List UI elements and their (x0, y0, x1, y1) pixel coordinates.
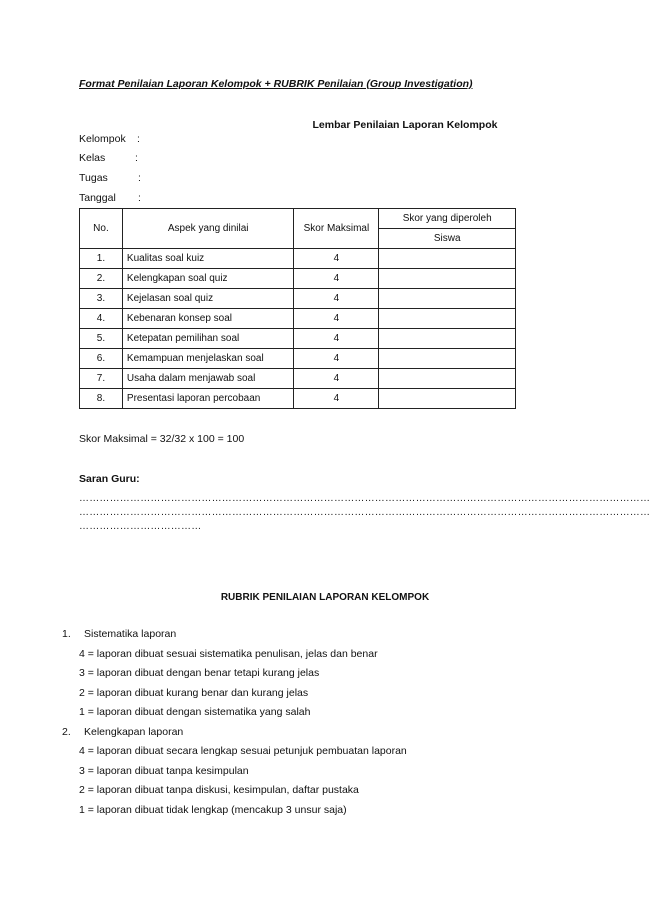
row-aspek: Presentasi laporan percobaan (122, 389, 294, 409)
row-skor-maksimal: 4 (294, 349, 379, 369)
field-kelas (79, 152, 138, 164)
table-row (80, 309, 516, 329)
document-title: Format Penilaian Laporan Kelompok + RUBRIK Penilaian (Group Investigation) (79, 78, 473, 90)
table-row (80, 329, 516, 349)
row-number: 6. (80, 349, 123, 369)
skor-maksimal-formula: Skor Maksimal = 32/32 x 100 = 100 (79, 433, 245, 445)
table-row (80, 269, 516, 289)
row-skor-siswa[interactable] (379, 249, 516, 269)
field-label: Kelompok (79, 133, 126, 145)
rubrik-item: 3 = laporan dibuat dengan benar tetapi kurang jelas (79, 667, 320, 679)
row-skor-siswa[interactable] (379, 289, 516, 309)
row-aspek: Kemampuan menjelaskan soal (122, 349, 294, 369)
row-number: 5. (80, 329, 123, 349)
row-skor-maksimal: 4 (294, 289, 379, 309)
row-skor-maksimal: 4 (294, 389, 379, 409)
row-skor-maksimal: 4 (294, 249, 379, 269)
row-number: 4. (80, 309, 123, 329)
row-number: 3. (80, 289, 123, 309)
row-skor-maksimal: 4 (294, 269, 379, 289)
row-aspek: Kebenaran konsep soal (122, 309, 294, 329)
table-row (80, 389, 516, 409)
field-tanggal (79, 192, 141, 204)
rubrik-item: 1 = laporan dibuat dengan sistematika yang salah (79, 706, 311, 718)
header-siswa: Siswa (379, 229, 516, 249)
field-label: Tugas (79, 172, 108, 184)
row-skor-siswa[interactable] (379, 309, 516, 329)
saran-line-1[interactable]: …………………………………………………………………………………………………………………………………………………… (79, 493, 650, 504)
section-number: 2. (62, 726, 71, 738)
rubrik-item: 2 = laporan dibuat tanpa diskusi, kesimpulan, daftar pustaka (79, 784, 359, 796)
rubrik-item: 2 = laporan dibuat kurang benar dan kurang jelas (79, 687, 309, 699)
field-colon: : (138, 192, 141, 204)
header-skor-maksimal: Skor Maksimal (294, 209, 379, 249)
table-row (80, 349, 516, 369)
field-tugas (79, 172, 141, 184)
rubrik-item: 4 = laporan dibuat secara lengkap sesuai petunjuk pembuatan laporan (79, 745, 407, 757)
row-skor-siswa[interactable] (379, 389, 516, 409)
table-row (80, 249, 516, 269)
row-aspek: Ketepatan pemilihan soal (122, 329, 294, 349)
rubrik-item: 3 = laporan dibuat tanpa kesimpulan (79, 765, 249, 777)
header-no: No. (80, 209, 123, 249)
row-skor-siswa[interactable] (379, 369, 516, 389)
field-colon: : (137, 133, 140, 145)
row-skor-siswa[interactable] (379, 349, 516, 369)
saran-line-2[interactable]: …………………………………………………………………………………………………………………………………………………… (79, 507, 650, 518)
row-aspek: Kualitas soal kuiz (122, 249, 294, 269)
row-skor-siswa[interactable] (379, 269, 516, 289)
section-heading: Kelengkapan laporan (84, 726, 184, 738)
section-heading: Sistematika laporan (84, 628, 177, 640)
field-label: Tanggal (79, 192, 116, 204)
rubrik-item: 1 = laporan dibuat tidak lengkap (mencakup 3 unsur saja) (79, 804, 347, 816)
row-skor-maksimal: 4 (294, 329, 379, 349)
row-number: 8. (80, 389, 123, 409)
field-colon: : (135, 152, 138, 164)
sheet-title: Lembar Penilaian Laporan Kelompok (312, 119, 498, 131)
row-number: 7. (80, 369, 123, 389)
header-aspek: Aspek yang dinilai (122, 209, 294, 249)
field-label: Kelas (79, 152, 106, 164)
row-number: 2. (80, 269, 123, 289)
field-colon: : (138, 172, 141, 184)
field-kelompok (79, 133, 140, 145)
section-number: 1. (62, 628, 71, 640)
assessment-table (79, 208, 516, 409)
row-aspek: Kelengkapan soal quiz (122, 269, 294, 289)
row-skor-siswa[interactable] (379, 329, 516, 349)
table-row (80, 289, 516, 309)
rubrik-title: RUBRIK PENILAIAN LAPORAN KELOMPOK (220, 592, 430, 603)
rubrik-item: 4 = laporan dibuat sesuai sistematika penulisan, jelas dan benar (79, 648, 378, 660)
rubrik-section-2-heading (62, 726, 183, 738)
table-row (80, 369, 516, 389)
rubrik-section-1-heading (62, 628, 176, 640)
saran-title: Saran Guru: (79, 473, 140, 485)
row-skor-maksimal: 4 (294, 369, 379, 389)
row-aspek: Kejelasan soal quiz (122, 289, 294, 309)
header-skor-diperoleh: Skor yang diperoleh (379, 209, 516, 229)
saran-line-3[interactable]: ……………………………… (79, 521, 202, 532)
row-number: 1. (80, 249, 123, 269)
row-skor-maksimal: 4 (294, 309, 379, 329)
row-aspek: Usaha dalam menjawab soal (122, 369, 294, 389)
